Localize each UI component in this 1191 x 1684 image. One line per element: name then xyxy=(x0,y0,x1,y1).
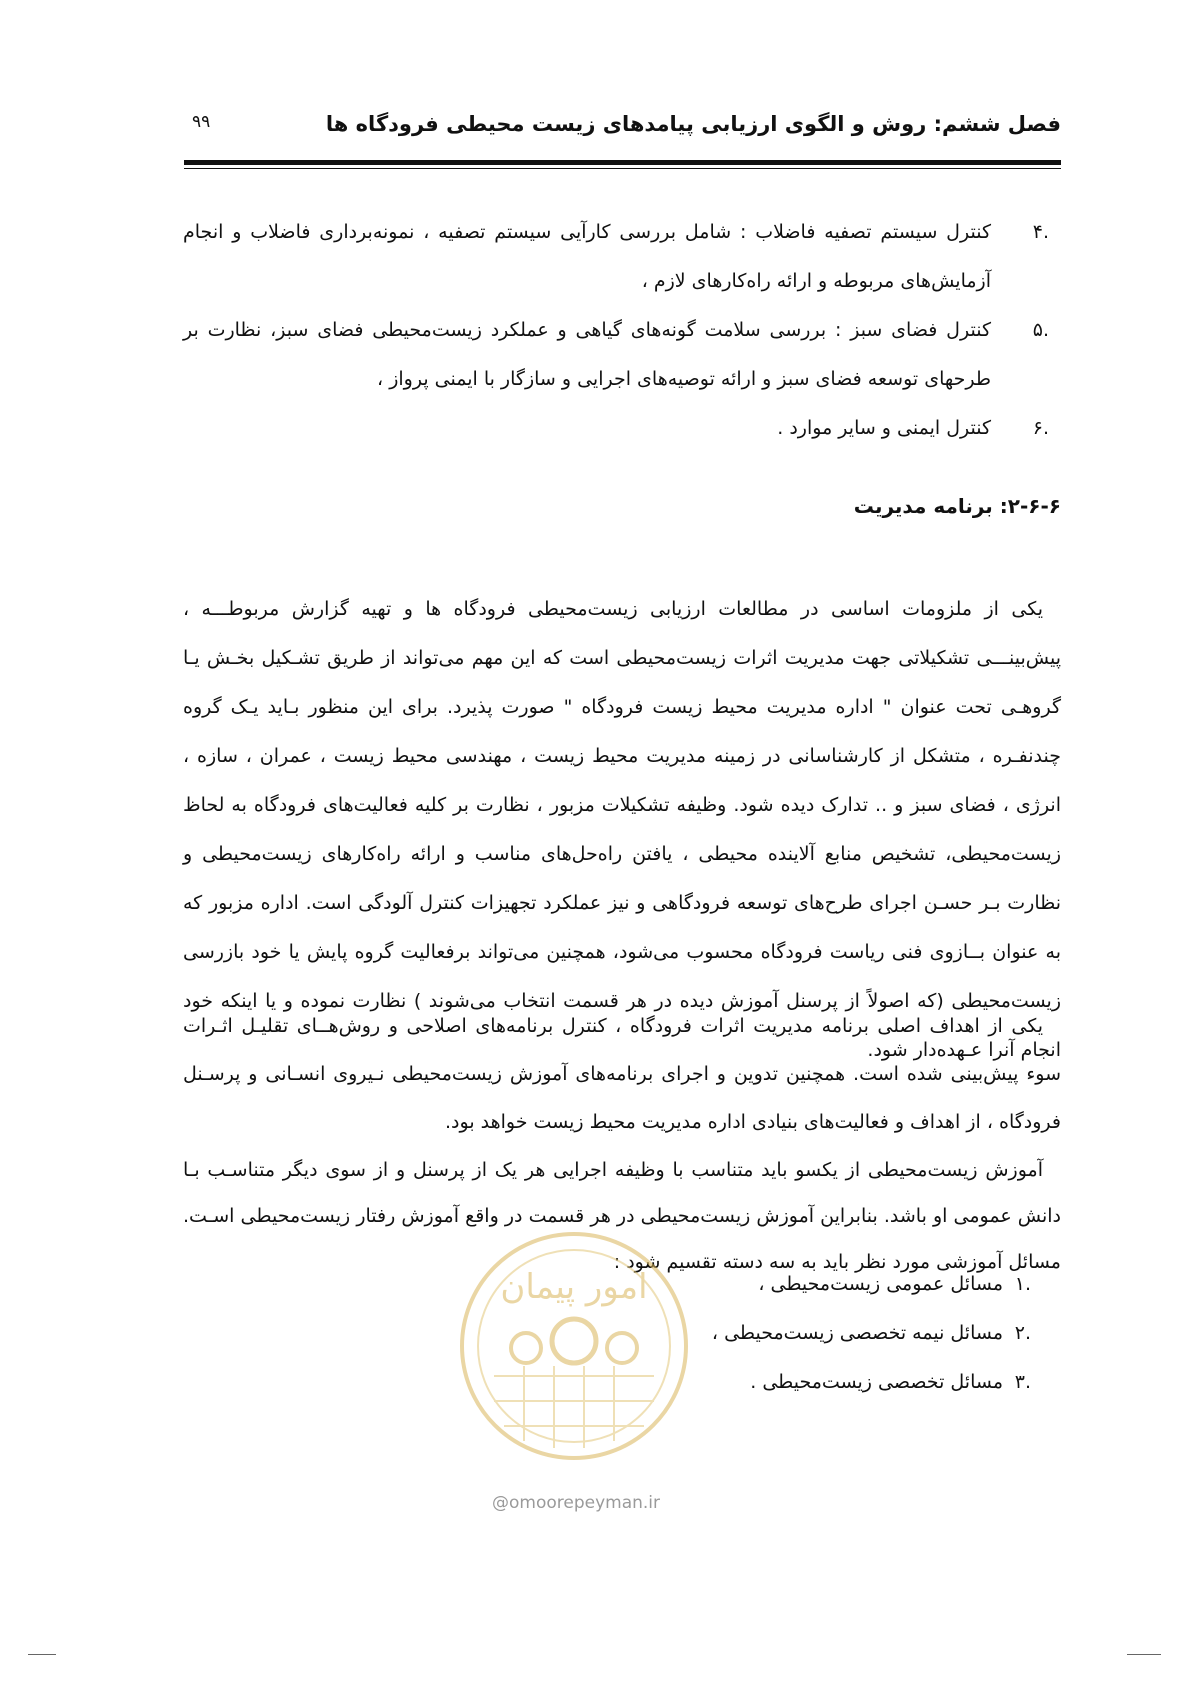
list-item-number: .۶ xyxy=(1032,417,1049,439)
section-heading: ۲-۶-۶: برنامه مدیریت xyxy=(853,494,1061,518)
chapter-header-title: فصل ششم: روش و الگوی ارزیابی پیامدهای زیست محیطی فرودگاه ها xyxy=(325,112,1061,136)
list-item-text: مسائل نیمه تخصصی زیست‌محیطی ، xyxy=(711,1322,1003,1344)
page-number: ۹۹ xyxy=(192,112,211,132)
stamp-text: امور پیمان xyxy=(500,1267,648,1307)
list-item-text: مسائل عمومی زیست‌محیطی ، xyxy=(758,1273,1003,1295)
body-paragraph-2 xyxy=(183,1002,1061,1146)
watermark-text: @omoorepeyman.ir xyxy=(492,1493,661,1513)
list-item xyxy=(183,404,1061,453)
list-item xyxy=(703,1358,1043,1407)
paragraph-text: یکی از اهداف اصلی برنامه مدیریت اثرات فرودگاه ، کنترل برنامه‌های اصلاحی و روش‌هــای تقلیـل اثـرات سوء پیش‌بینی شده است. همچنین تدوین و اجرای برنامه‌های آموزش زیست‌محیطی نـیروی انسـانی و پرسـنل فرودگاه ، از اهداف و فعالیت‌های بنیادی اداره مدیریت محیط زیست خواهد بود. xyxy=(183,1015,1061,1133)
list-item xyxy=(183,306,1061,404)
list-item xyxy=(703,1309,1043,1358)
list-item-number: .۲ xyxy=(1014,1322,1031,1344)
header-rule-thin xyxy=(184,168,1061,169)
numbered-list-top xyxy=(183,208,1061,453)
watermark-stamp-icon xyxy=(454,1226,694,1466)
paragraph-text: یکی از ملزومات اساسی در مطالعات ارزیابی زیست‌محیطی فرودگاه ها و تهیه گزارش مربوطـــه ، پیش‌بینـــی تشکیلاتی جهت مدیریت اثرات زیست‌محیطی است که این مهم می‌تواند از طریق تشـکیل بخـش یـا گروهـی تحت عنوان " اداره مدیریت محیط زیست فرودگاه " صورت پذیرد. برای این منظور بـاید یـک گروه چندنفـره ، متشکل از کارشناسانی در زمینه مدیریت محیط زیست ، مهندسی محیط زیست ، عمران ، سازه ، انرژی ، فضای سبز و .. تدارک دیده شود. وظیفه تشکیلات مزبور ، نظارت بر کلیه فعالیت‌های فرودگاه به لحاظ زیست‌محیطی، تشخیص منابع آلاینده محیطی ، یافتن راه‌حل‌های مناسب و ارائه راه‌کارهای زیست‌محیطی و نظارت بـر حسـن اجرای طرح‌های توسعه فرودگاهی و نیز عملکرد تجهیزات کنترل آلودگی است. اداره مزبور که به عنوان بــازوی فنی ریاست فرودگاه محسوب می‌شود، همچنین می‌تواند برفعالیت گروه پایش یا خود بازرسی زیست‌محیطی (که اصولاً از پرسنل آموزش دیده در هر قسمت انتخاب می‌شوند ) نظارت نموده و یا اینکه خود انجام آنرا عـهده‌دار شود. xyxy=(183,598,1061,1061)
list-item xyxy=(183,208,1061,306)
list-item-text: مسائل تخصصی زیست‌محیطی . xyxy=(750,1371,1003,1393)
scan-corner-mark xyxy=(1127,1654,1161,1655)
list-item xyxy=(703,1260,1043,1309)
list-item-text: کنترل سیستم تصفیه فاضلاب : شامل بررسی کارآیی سیستم تصفیه ، نمونه‌برداری فاضلاب و انجام آزمایش‌های مربوطه و ارائه راه‌کارهای لازم ، xyxy=(183,221,991,292)
list-item-number: .۵ xyxy=(1032,319,1049,341)
list-item-text: کنترل ایمنی و سایر موارد . xyxy=(777,417,991,439)
numbered-list-bottom xyxy=(703,1260,1043,1407)
list-item-number: .۱ xyxy=(1014,1273,1031,1295)
scan-corner-mark xyxy=(28,1654,56,1655)
paragraph-text: آموزش زیست‌محیطی از یکسو باید متناسب با وظیفه اجرایی هر یک از پرسنل و از سوی دیگر متناسـب بـا دانش عمومی او باشد. بنابراین آموزش زیست‌محیطی در هر قسمت در واقع آموزش رفتار زیست‌محیطی اسـت. مسائل آموزشی مورد نظر باید به سه دسته تقسیم شود : xyxy=(183,1159,1061,1273)
header-rule-thick xyxy=(184,160,1061,165)
list-item-number: .۳ xyxy=(1014,1371,1031,1393)
list-item-number: .۴ xyxy=(1032,221,1049,243)
list-item-text: کنترل فضای سبز : بررسی سلامت گونه‌های گیاهی و عملکرد زیست‌محیطی فضای سبز، نظارت بر طرحهای توسعه فضای سبز و ارائه توصیه‌های اجرایی و سازگار با ایمنی پرواز ، xyxy=(183,319,991,390)
